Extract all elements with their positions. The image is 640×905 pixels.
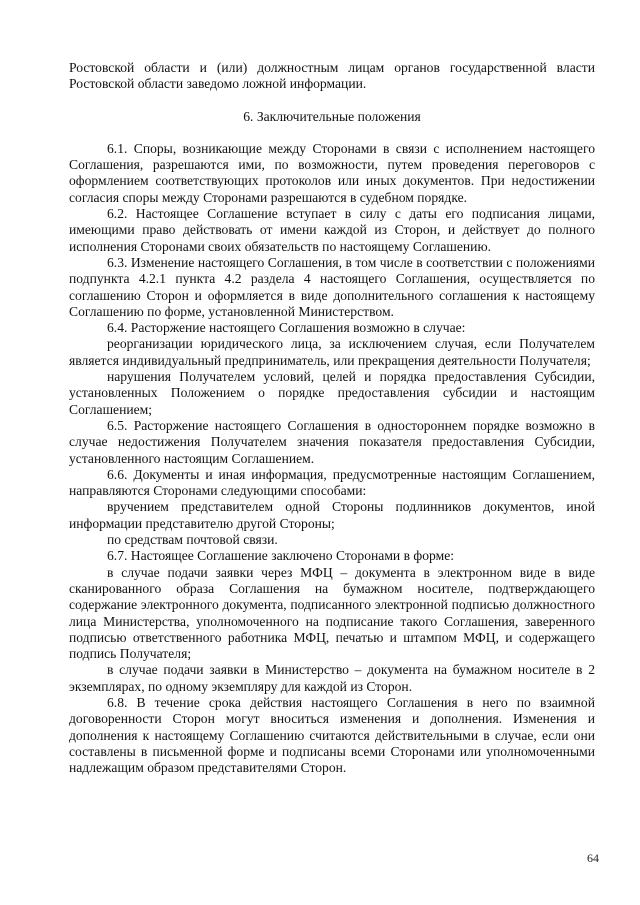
paragraph-6-3: 6.3. Изменение настоящего Соглашения, в том числе в соответствии с положениями подпункта 4.2.1 пункта 4.2 раздела 4 настоящего Соглашения, осуществляется по соглашению Сторон и оформляется в виде дополнительного соглашения к настоящему Соглашению по форме, установленной Министерством. bbox=[69, 254, 595, 319]
paragraph-6-2: 6.2. Настоящее Соглашение вступает в силу с даты его подписания лицами, имеющими право действовать от имени каждой из Сторон, и действует до полного исполнения Сторонами своих обязательств по настоящему Соглашению. bbox=[69, 206, 595, 254]
list-item-postal: по средствам почтовой связи. bbox=[107, 532, 278, 548]
list-item-ministry: в случае подачи заявки в Министерство – документа на бумажном носителе в 2 экземплярах, по одному экземпляру для каждой из Сторон. bbox=[69, 662, 595, 694]
section-title: 6. Заключительные положения bbox=[243, 108, 421, 124]
paragraph-6-5: 6.5. Расторжение настоящего Соглашения в одностороннем порядке возможно в случае недостижения Получателем значения показателя предоставления Субсидии, установленного настоящим Соглашением. bbox=[69, 417, 595, 466]
list-item-reorganization: реорганизации юридического лица, за исключением случая, если Получателем является индивидуальный предприниматель, или прекращения деятельности Получателя; bbox=[69, 336, 595, 368]
list-item-hand-delivery: вручением представителем одной Стороны подлинников документов, иной информации представителю другой Стороны; bbox=[69, 499, 595, 531]
paragraph-6-1: 6.1. Споры, возникающие между Сторонами в связи с исполнением настоящего Соглашения, разрешаются ими, по возможности, путем проведения переговоров с оформлением соответствующих протоколов или иных документов. При недостижении согласия споры между Сторонами разрешаются в судебном порядке. bbox=[69, 140, 595, 205]
paragraph-6-4: 6.4. Расторжение настоящего Соглашения возможно в случае: bbox=[107, 320, 466, 336]
intro-text: Ростовской области и (или) должностным лицам органов государственной власти Ростовской области заведомо ложной информации. bbox=[69, 60, 595, 92]
paragraph-6-6: 6.6. Документы и иная информация, предусмотренные настоящим Соглашением, направляются Сторонами следующими способами: bbox=[69, 466, 595, 499]
paragraph-6-7: 6.7. Настоящее Соглашение заключено Сторонами в форме: bbox=[107, 548, 455, 564]
list-item-mfc: в случае подачи заявки через МФЦ – документа в электронном виде в виде сканированного образа Соглашения на бумажном носителе, подтверждающего содержание электронного документа, подписанного электронной подписью должностного лица Министерства, уполномоченного на подписание такого Соглашения, заверенного подписью ответственного работника МФЦ, печатью и штампом МФЦ, и содержащего подпись Получателя; bbox=[69, 564, 595, 662]
page-number: 64 bbox=[587, 851, 599, 865]
list-item-violation: нарушения Получателем условий, целей и порядка предоставления Субсидии, установленных Положением о порядке предоставления субсидии и настоящим Соглашением; bbox=[69, 369, 595, 417]
paragraph-6-8: 6.8. В течение срока действия настоящего Соглашения в него по взаимной договоренности Сторон могут вноситься изменения и дополнения. Изменения и дополнения к настоящему Соглашению считаются действительными в случае, если они составлены в письменной форме и подписаны всеми Сторонами или уполномоченными надлежащим образом представителями Сторон. bbox=[69, 694, 595, 776]
document-body bbox=[69, 60, 595, 776]
